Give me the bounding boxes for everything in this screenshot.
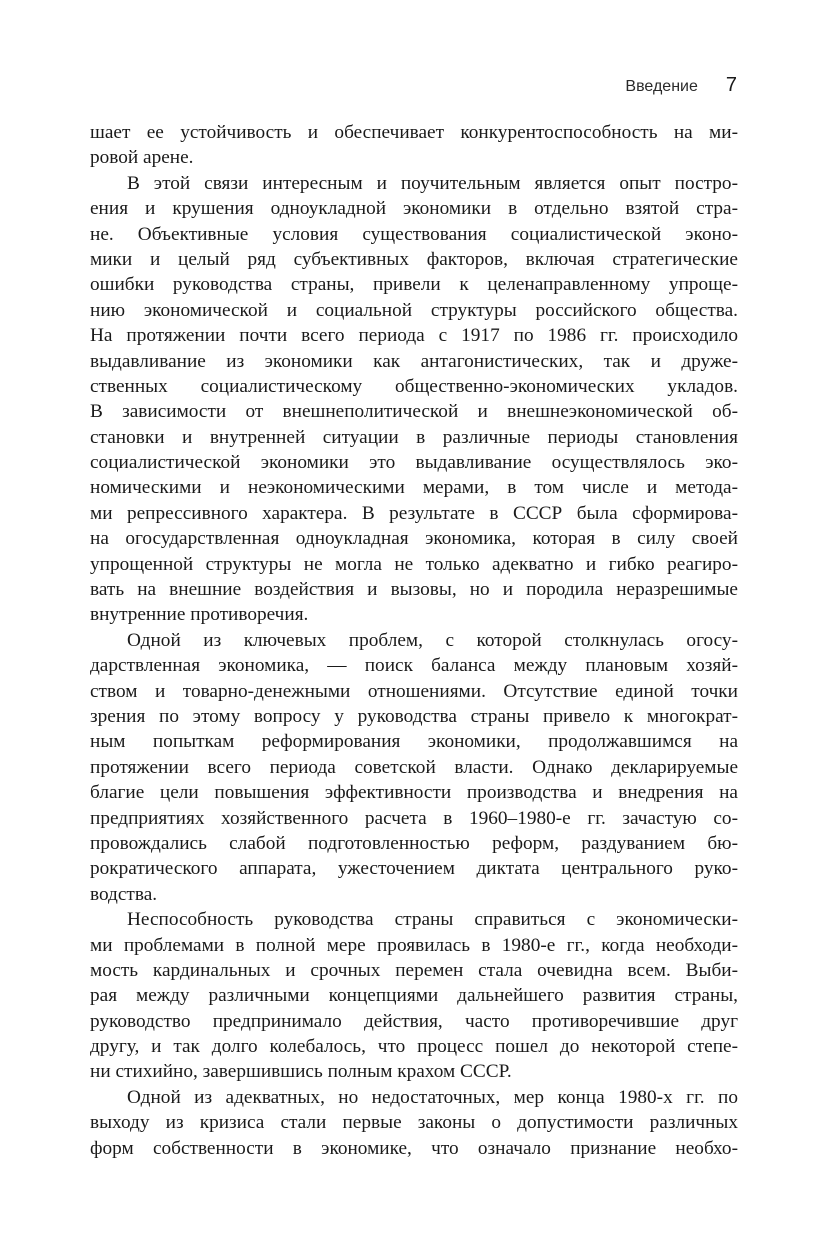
text-line: ми репрессивного характера. В результате в СССР была сформирова-: [90, 502, 738, 524]
text-line: вать на внешние воздействия и вызовы, но и породила неразрешимые: [90, 579, 738, 601]
text-line: рократического аппарата, ужесточением диктата центрального руко-: [90, 858, 738, 880]
text-line: На протяжении почти всего периода с 1917 по 1986 гг. происходило: [90, 325, 738, 347]
text-line: выходу из кризиса стали первые законы о допустимости различных: [90, 1112, 738, 1134]
text-line: благие цели повышения эффективности производства и внедрения на: [90, 782, 738, 804]
text-line: зрения по этому вопросу у руководства страны привело к многократ-: [90, 705, 738, 727]
text-line: ми проблемами в полной мере проявилась в 1980-е гг., когда необходи-: [90, 934, 738, 956]
paragraph: [90, 628, 738, 907]
text-line: ни стихийно, завершившись полным крахом СССР.: [90, 1061, 512, 1083]
text-line: другу, и так долго колебалось, что процесс пошел до некоторой степе-: [90, 1036, 738, 1058]
text-line: ственных социалистическому общественно-экономических укладов.: [90, 375, 738, 397]
text-line: ошибки руководства страны, привели к целенаправленному упроще-: [90, 274, 738, 296]
text-line: номическими и неэкономическими мерами, в том числе и метода-: [90, 477, 738, 499]
text-line: внутренние противоречия.: [90, 604, 309, 626]
text-line: В этой связи интересным и поучительным является опыт постро-: [127, 172, 738, 194]
text-line: мики и целый ряд субъективных факторов, включая стратегические: [90, 248, 738, 270]
text-line: ровой арене.: [90, 147, 194, 169]
text-line: выдавливание из экономики как антагонистических, так и друже-: [90, 350, 738, 372]
text-line: становки и внутренней ситуации в различные периоды становления: [90, 426, 738, 448]
text-line: форм собственности в экономике, что означало признание необхо-: [90, 1137, 738, 1159]
text-line: Неспособность руководства страны справиться с экономически-: [127, 909, 738, 931]
text-line: В зависимости от внешнеполитической и внешнеэкономической об-: [90, 401, 738, 423]
paragraph: [90, 171, 738, 628]
running-header: [625, 74, 737, 97]
text-line: провождались слабой подготовленностью реформ, раздуванием бю-: [90, 832, 738, 854]
text-line: шает ее устойчивость и обеспечивает конкурентоспособность на ми-: [90, 122, 738, 143]
paragraph: [90, 907, 738, 1085]
text-line: на огосударствленная одноукладная экономика, которая в силу своей: [90, 528, 738, 550]
page-number: 7: [725, 74, 737, 96]
section-title: Введение: [625, 78, 698, 95]
text-line: Одной из ключевых проблем, с которой столкнулась огосу-: [127, 629, 738, 651]
text-line: Одной из адекватных, но недостаточных, мер конца 1980-х гг. по: [127, 1086, 738, 1108]
paragraph: [90, 120, 738, 171]
text-line: ством и товарно-денежными отношениями. Отсутствие единой точки: [90, 680, 738, 702]
paragraph: [90, 1085, 738, 1161]
text-line: нию экономической и социальной структуры российского общества.: [90, 299, 738, 321]
text-line: рая между различными концепциями дальнейшего развития страны,: [90, 985, 738, 1007]
text-line: упрощенной структуры не могла не только адекватно и гибко реагиро-: [90, 553, 738, 575]
text-line: дарствленная экономика, — поиск баланса между плановым хозяй-: [90, 655, 738, 677]
text-line: социалистической экономики это выдавливание осуществлялось эко-: [90, 452, 738, 474]
text-line: руководство предпринимало действия, часто противоречившие друг: [90, 1010, 738, 1032]
body-text: [90, 120, 738, 1161]
text-line: ным попыткам реформирования экономики, продолжавшимся на: [90, 731, 738, 753]
text-line: мость кардинальных и срочных перемен стала очевидна всем. Выби-: [90, 959, 738, 981]
text-line: водства.: [90, 883, 158, 905]
text-line: не. Объективные условия существования социалистической эконо-: [90, 223, 738, 245]
text-line: предприятиях хозяйственного расчета в 1960–1980-е гг. зачастую со-: [90, 807, 738, 829]
text-line: протяжении всего периода советской власти. Однако декларируемые: [90, 756, 738, 778]
text-line: ения и крушения одноукладной экономики в отдельно взятой стра-: [90, 198, 738, 220]
